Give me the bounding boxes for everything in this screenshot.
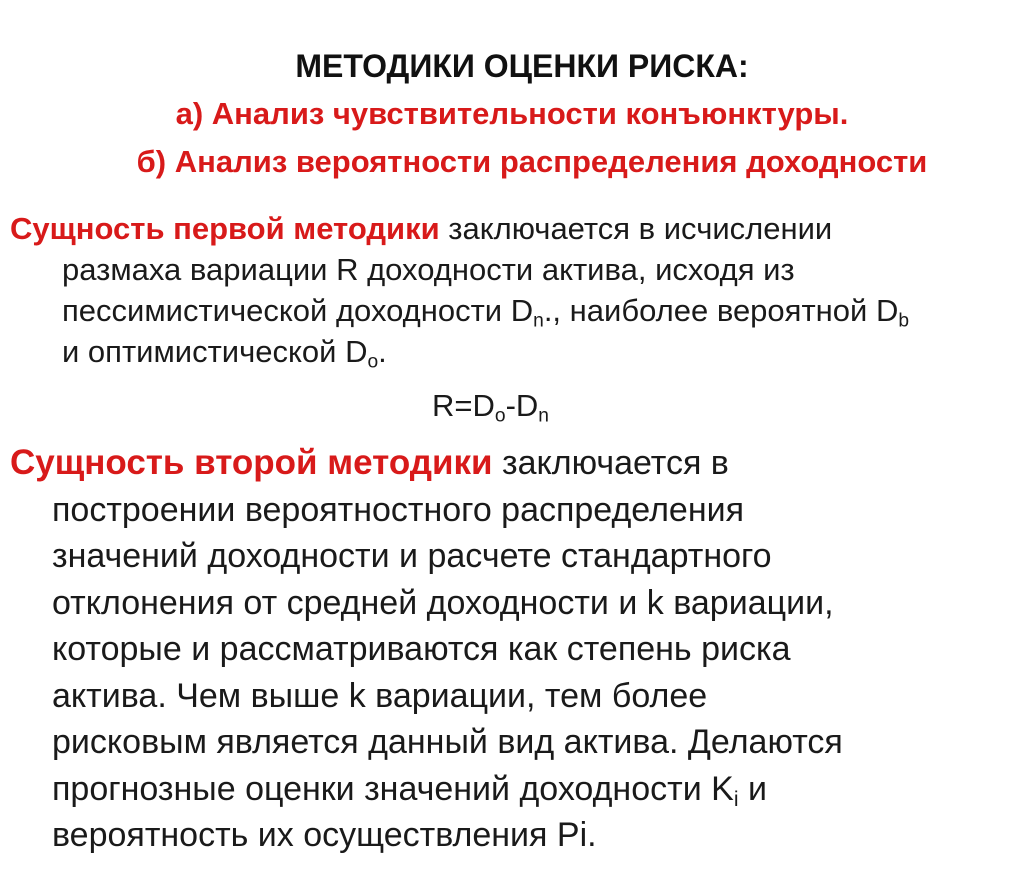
subscript-i: i bbox=[733, 787, 739, 811]
title-block bbox=[0, 42, 1024, 186]
formula-sub-n: n bbox=[538, 405, 549, 427]
method1-paragraph bbox=[10, 208, 1010, 372]
method2-line8-pre: прогнозные оценки значений доходности K bbox=[52, 769, 734, 808]
method2-line-5: которые и рассматриваются как степень риска bbox=[52, 630, 791, 668]
method1-line4-pre: и оптимистической D bbox=[62, 334, 368, 369]
method2-line-9: вероятность их осуществления Pi. bbox=[52, 816, 597, 854]
subtitle-a: а) Анализ чувствительности конъюнктуры. bbox=[175, 96, 849, 131]
formula-sub-o: o bbox=[494, 405, 506, 427]
formula-lhs: R=D bbox=[432, 388, 495, 423]
subtitle-b: б) Анализ вероятности распределения доходности bbox=[136, 144, 928, 179]
method1-line-3 bbox=[10, 290, 1010, 331]
method2-line1-text: заключается в bbox=[492, 444, 729, 482]
method1-line-4 bbox=[10, 331, 1010, 372]
method2-line-2: построении вероятностного распределения bbox=[52, 490, 745, 529]
method2-paragraph bbox=[10, 440, 1010, 859]
method1-line4-post: . bbox=[378, 334, 387, 369]
method1-line1-text: заключается в исчислении bbox=[439, 211, 833, 246]
subscript-n: n bbox=[533, 310, 544, 332]
method1-line-2: размаха вариации R доходности актива, исходя из bbox=[62, 252, 795, 287]
method1-heading: Сущность первой методики bbox=[10, 211, 440, 246]
method2-line8-post: и bbox=[738, 769, 767, 808]
method2-heading: Сущность второй методики bbox=[10, 443, 493, 482]
subscript-b: b bbox=[898, 310, 910, 332]
method1-line-1 bbox=[10, 208, 1010, 249]
formula bbox=[432, 386, 549, 426]
method2-line-3: значений доходности и расчете стандартного bbox=[52, 537, 772, 575]
method2-line-6: актива. Чем выше k вариации, тем более bbox=[52, 676, 708, 715]
method1-line3-mid: ., наиболее вероятной D bbox=[543, 293, 899, 328]
method2-line-4: отклонения от средней доходности и k вариации, bbox=[52, 583, 834, 622]
method2-line-1 bbox=[10, 440, 1010, 487]
method2-line-7: рисковым является данный вид актива. Делаются bbox=[52, 723, 843, 761]
formula-op: -D bbox=[505, 388, 539, 423]
method2-line-8 bbox=[10, 766, 1010, 813]
slide-title: МЕТОДИКИ ОЦЕНКИ РИСКА: bbox=[295, 48, 749, 84]
subscript-o: o bbox=[367, 351, 379, 373]
method1-line3-pre: пессимистической доходности D bbox=[62, 293, 534, 328]
